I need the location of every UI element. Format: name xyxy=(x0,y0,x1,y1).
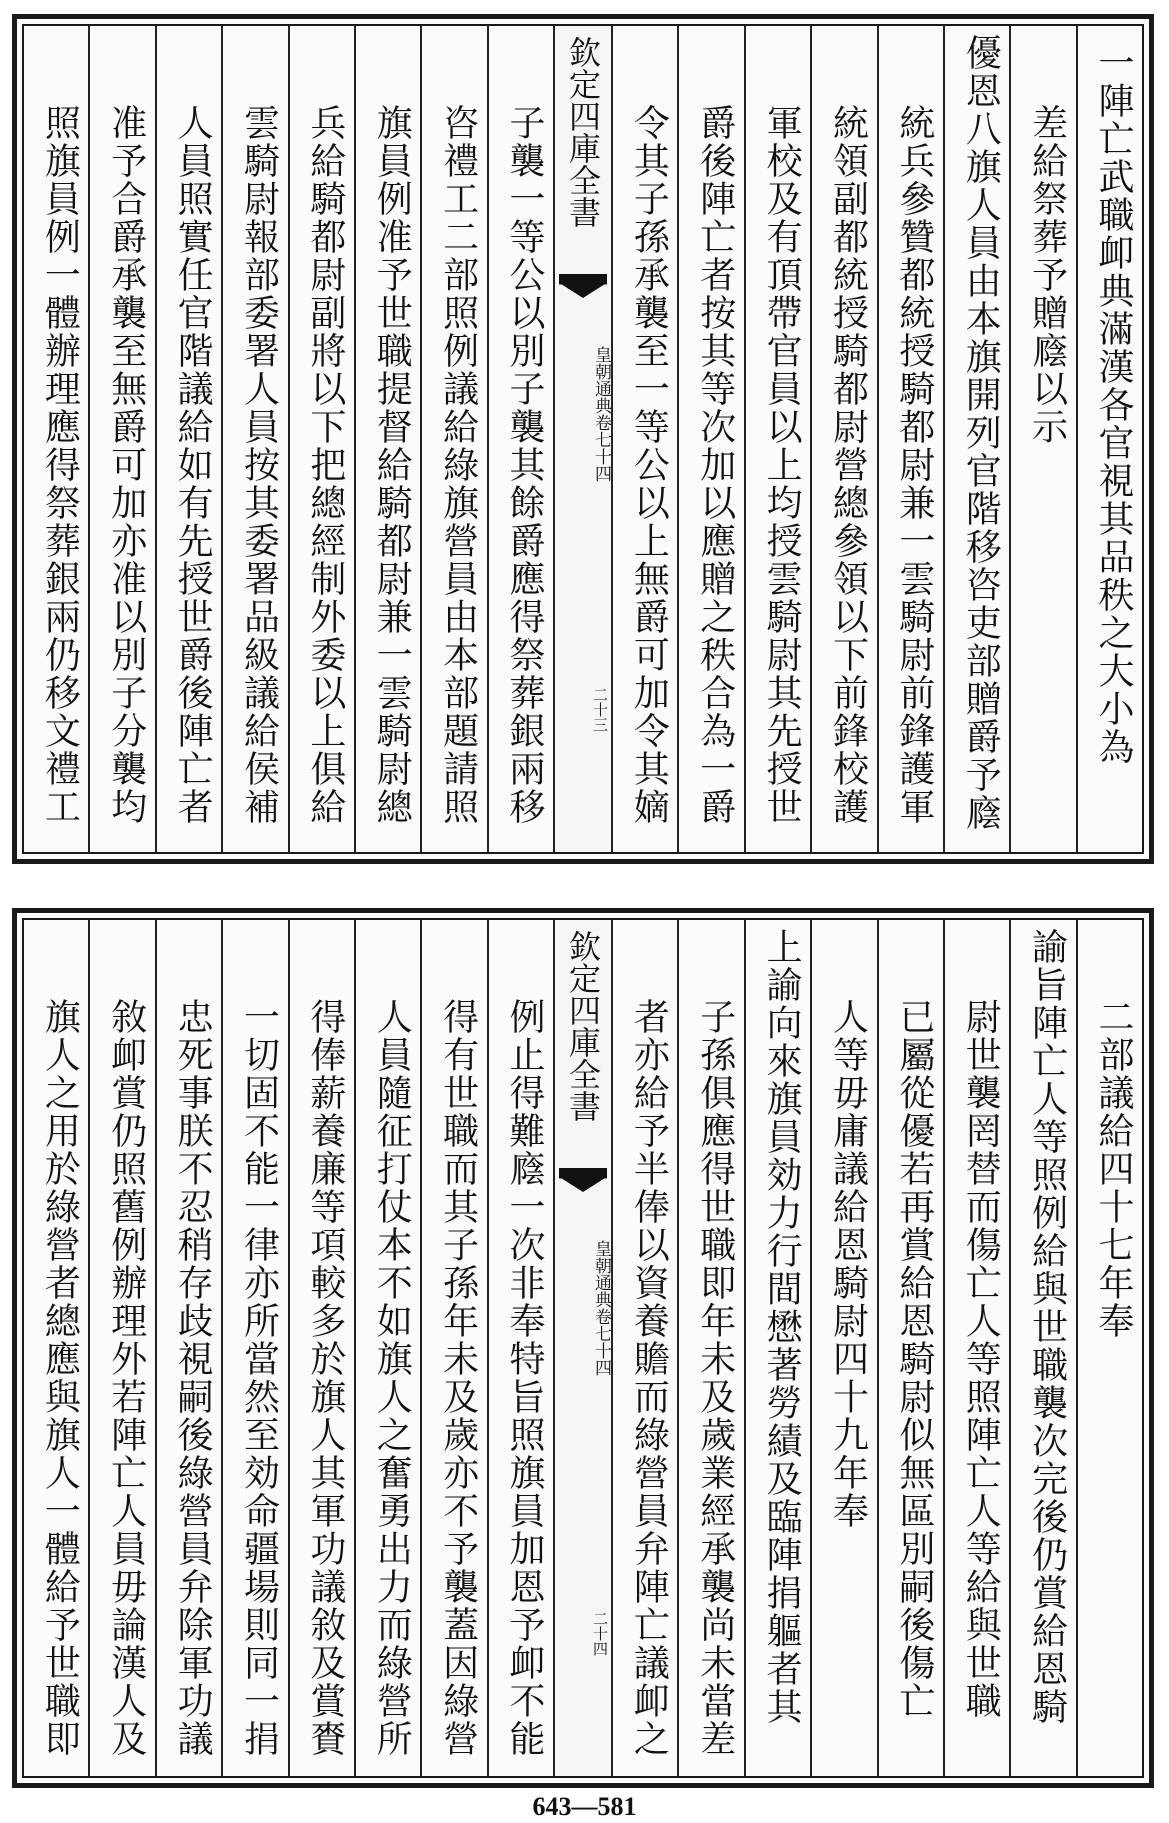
top-left-column-3: 旗員例准予世職提督給騎都尉兼一雲騎尉總 xyxy=(354,26,420,852)
bottom-right-column-1: 二部議給四十七年奉 xyxy=(1076,920,1142,1776)
bottom-folio-number: 二十四 xyxy=(591,1611,609,1656)
top-left-column-5: 雲騎尉報部委署人員按其委署品級議給侯補 xyxy=(221,26,287,852)
bottom-volume: 卷七十四 xyxy=(591,1308,611,1376)
bottom-right-column-5: 人等毋庸議給恩騎尉四十九年奉 xyxy=(810,920,876,1776)
bottom-left-column-7: 敘卹賞仍照舊例辦理外若陣亡人員毋論漢人及 xyxy=(88,920,154,1776)
top-center-fold xyxy=(553,26,611,852)
top-right-column-3: 優恩八旗人員由本旗開列官階移咨吏部贈爵予廕 xyxy=(943,26,1009,852)
bottom-left-column-5: 一切固不能一律亦所當然至効命疆場則同一捐 xyxy=(221,920,287,1776)
top-left-column-4: 兵給騎都尉副將以下把總經制外委以上俱給 xyxy=(288,26,354,852)
bottom-page xyxy=(12,908,1154,1788)
top-right-column-5: 統領副都統授騎都尉營總參領以下前鋒校護 xyxy=(810,26,876,852)
bottom-right-column-8: 者亦給予半俸以資養贍而綠營員弁陣亡議卹之 xyxy=(611,920,677,1776)
top-book-title: 欽定四庫全書 xyxy=(564,36,602,228)
top-right-column-2: 差給祭葬予贈廕以示 xyxy=(1009,26,1075,852)
bottom-right-column-3: 尉世襲罔替而傷亡人等照陣亡人等給與世職 xyxy=(943,920,1009,1776)
top-left-column-8: 照旗員例一體辦理應得祭葬銀兩仍移文禮工 xyxy=(39,104,81,826)
page-number: 643—581 xyxy=(532,1792,637,1821)
top-left-column-6: 人員照實任官階議給如有先授世爵後陣亡者 xyxy=(155,26,221,852)
top-right-column-6: 軍校及有頂帶官員以上均授雲騎尉其先授世 xyxy=(744,26,810,852)
bottom-left-column-3: 人員隨征打仗本不如旗人之奮勇出力而綠營所 xyxy=(354,920,420,1776)
top-right-column-8: 令其子孫承襲至一等公以上無爵可加令其嫡 xyxy=(611,26,677,852)
top-left-column-2: 咨禮工二部照例議給綠旗營員由本部題請照 xyxy=(420,26,486,852)
top-right-column-4: 統兵參贊都統授騎都尉兼一雲騎尉前鋒護軍 xyxy=(877,26,943,852)
bottom-right-column-4: 已屬從優若再賞給恩騎尉似無區別嗣後傷亡 xyxy=(877,920,943,1776)
top-right-column-7: 爵後陣亡者按其等次加以應贈之秩合為一爵 xyxy=(677,26,743,852)
bottom-left-column-1: 例止得難廕一次非奉特旨照旗員加恩予卹不能 xyxy=(487,920,553,1776)
top-folio-number: 二十三 xyxy=(591,687,609,732)
bottom-center-fold xyxy=(553,920,611,1776)
bottom-fishtail-mark xyxy=(559,1168,607,1194)
top-page xyxy=(12,14,1154,864)
top-fishtail-mark xyxy=(559,274,607,300)
bottom-left-column-2: 得有世職而其子孫年未及歲亦不予襲蓋因綠營 xyxy=(420,920,486,1776)
top-right-column-1: 一陣亡武職卹典滿漢各官視其品秩之大小為 xyxy=(1076,26,1142,852)
bottom-left-column-4: 得俸薪養廉等項較多於旗人其軍功議敘及賞賚 xyxy=(288,920,354,1776)
top-work-title: 皇朝通典 xyxy=(591,346,611,414)
bottom-left-column-8: 旗人之用於綠營者總應與旗人一體給予世職即 xyxy=(39,998,81,1758)
bottom-right-column-7: 子孫俱應得世職即年未及歲業經承襲尚未當差 xyxy=(677,920,743,1776)
bottom-book-title: 欽定四庫全書 xyxy=(564,930,602,1122)
top-left-column-1: 子襲一等公以別子襲其餘爵應得祭葬銀兩移 xyxy=(487,26,553,852)
bottom-right-column-6: 上諭向來旗員効力行間懋著勞績及臨陣捐軀者其 xyxy=(744,920,810,1776)
top-text-frame xyxy=(22,24,1144,854)
bottom-work-title: 皇朝通典 xyxy=(591,1240,611,1308)
bottom-text-frame xyxy=(22,918,1144,1778)
top-volume: 卷七十四 xyxy=(591,414,611,482)
top-left-column-7: 准予合爵承襲至無爵可加亦准以別子分襲均 xyxy=(88,26,154,852)
bottom-left-column-6: 忠死事朕不忍稍存歧視嗣後綠營員弁除軍功議 xyxy=(155,920,221,1776)
bottom-right-column-2: 諭旨陣亡人等照例給與世職襲次完後仍賞給恩騎 xyxy=(1009,920,1075,1776)
